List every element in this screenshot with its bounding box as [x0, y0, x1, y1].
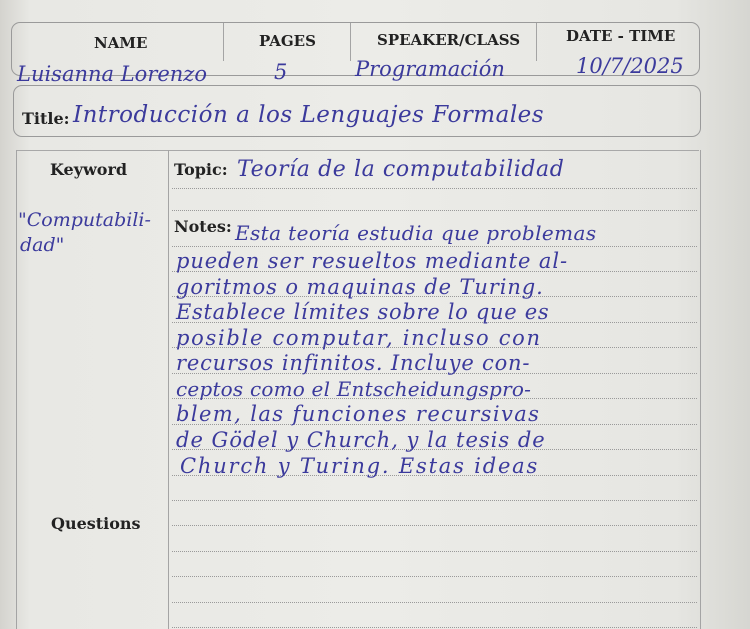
topic-label: Topic: [174, 160, 228, 179]
notes-line: blem, las funciones recursivas [176, 402, 541, 426]
notes-line: posible computar, incluso con [176, 326, 542, 350]
main-top-border [16, 150, 699, 151]
keyword-value-line2: dad" [20, 234, 65, 256]
notes-label: Notes: [174, 217, 232, 236]
left-border [16, 150, 17, 629]
notes-line: pueden ser resueltos mediante al- [176, 249, 568, 273]
questions-label: Questions [51, 514, 141, 533]
title-value: Introducción a los Lenguajes Formales [73, 102, 545, 128]
notes-line: de Gödel y Church, y la tesis de [176, 428, 546, 452]
ruled-line [172, 576, 697, 577]
name-value: Luisanna Lorenzo [17, 62, 208, 86]
ruled-line [172, 210, 697, 211]
notes-line: Esta teoría estudia que problemas [235, 221, 597, 245]
datetime-label: DATE - TIME [566, 27, 676, 45]
ruled-line [172, 627, 697, 628]
ruled-line [172, 602, 697, 603]
notes-line: Church y Turing. Estas ideas [180, 454, 540, 478]
ruled-line [172, 525, 697, 526]
header-divider-2 [350, 23, 351, 61]
pages-value: 5 [274, 60, 288, 84]
column-divider [168, 150, 169, 629]
ruled-line [172, 500, 697, 501]
speaker-value: Programación [355, 57, 505, 81]
name-label: NAME [94, 34, 148, 52]
speaker-label: SPEAKER/CLASS [377, 31, 521, 49]
notes-line: recursos infinitos. Incluye con- [176, 351, 531, 375]
header-divider-3 [536, 23, 537, 61]
pages-label: PAGES [259, 32, 316, 50]
notes-line: ceptos como el Entscheidungspro- [176, 377, 532, 401]
keyword-value-line1: "Computabili- [18, 209, 151, 231]
ruled-line [172, 188, 697, 189]
notes-line: Establece límites sobre lo que es [176, 300, 550, 324]
right-border [700, 150, 701, 629]
keyword-label: Keyword [50, 160, 128, 179]
notes-line: goritmos o maquinas de Turing. [176, 275, 544, 299]
header-divider-1 [223, 23, 224, 61]
ruled-line [172, 551, 697, 552]
datetime-value: 10/7/2025 [576, 54, 684, 78]
title-label: Title: [22, 109, 70, 128]
topic-value: Teoría de la computabilidad [237, 157, 565, 182]
ruled-line [172, 246, 697, 247]
